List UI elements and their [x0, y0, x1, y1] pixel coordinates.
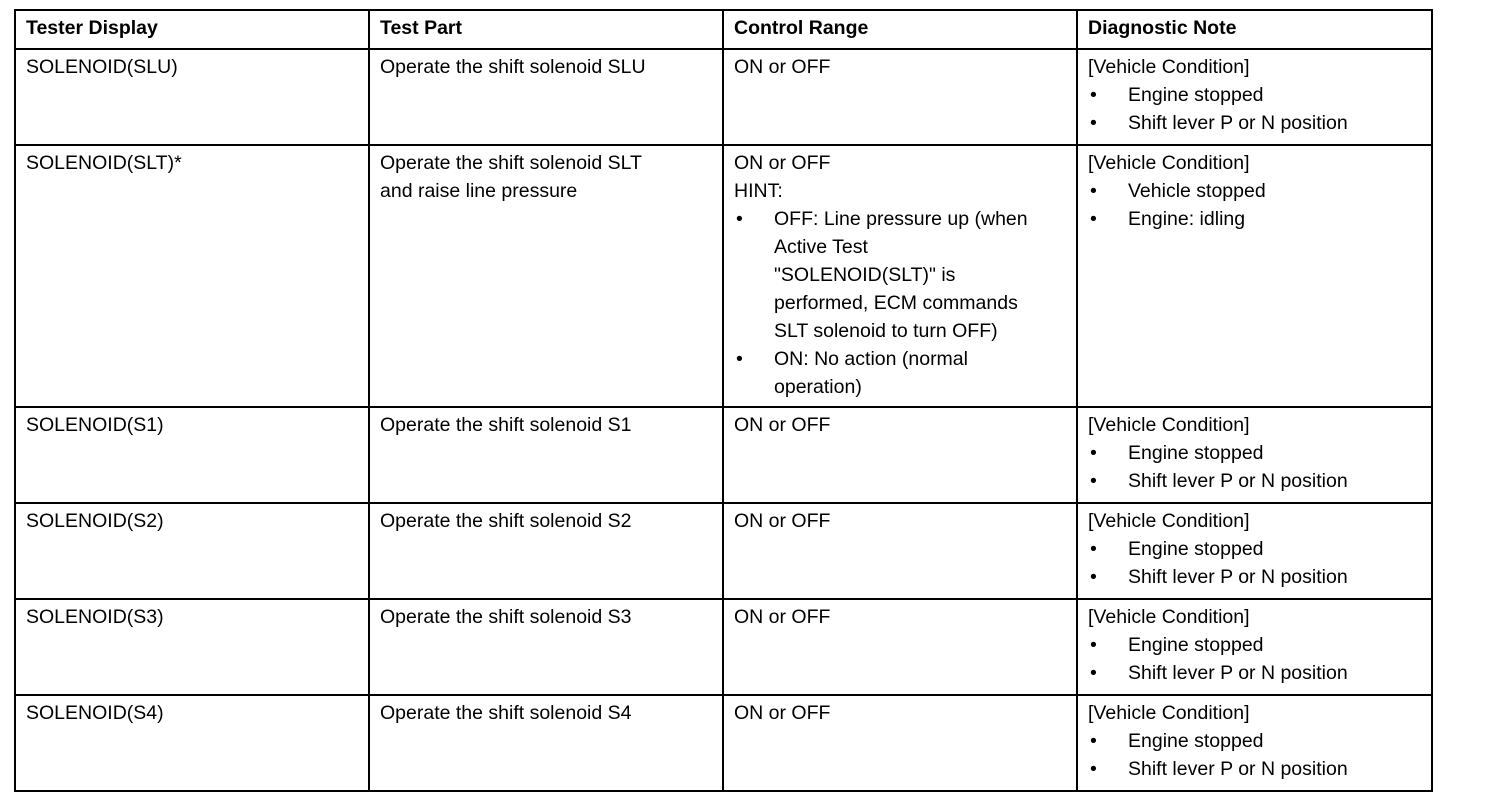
test-part-text: Operate the shift solenoid S1: [380, 414, 632, 436]
diagnostic-note-cell: [1077, 695, 1432, 791]
note-heading: [Vehicle Condition]: [1088, 510, 1250, 532]
bullet-icon: •: [1090, 662, 1097, 684]
note-bullet-item: [1088, 631, 1423, 659]
note-bullet-text: Shift lever P or N position: [1128, 112, 1348, 134]
hint-bullet-line: "SOLENOID(SLT)" is: [774, 264, 956, 286]
tester-display-text: SOLENOID(S3): [26, 606, 164, 628]
note-bullet-item: [1088, 81, 1423, 109]
hint-bullet-line: OFF: Line pressure up (when: [774, 208, 1028, 230]
header-diagnostic-note: Diagnostic Note: [1077, 10, 1432, 49]
control-range-cell: [723, 503, 1077, 599]
test-part-text: Operate the shift solenoid SLT: [380, 152, 642, 174]
note-heading: [Vehicle Condition]: [1088, 606, 1250, 628]
header-test-part: Test Part: [369, 10, 723, 49]
hint-bullet-item: [734, 205, 1068, 345]
test-part-cell: [369, 695, 723, 791]
table-row: [15, 407, 1432, 503]
test-part-cell: [369, 407, 723, 503]
note-bullet-text: Engine stopped: [1128, 442, 1264, 464]
note-heading: [Vehicle Condition]: [1088, 56, 1250, 78]
note-bullet-text: Engine stopped: [1128, 84, 1264, 106]
tester-display-text: SOLENOID(SLU): [26, 56, 178, 78]
hint-bullet-line: Active Test: [774, 236, 868, 258]
tester-display-text: SOLENOID(SLT)*: [26, 152, 182, 174]
diagnostic-note-cell: [1077, 599, 1432, 695]
note-bullet-text: Engine stopped: [1128, 634, 1264, 656]
bullet-icon: •: [1090, 730, 1097, 752]
control-range-text: ON or OFF: [734, 510, 831, 532]
control-range-text: ON or OFF: [734, 152, 831, 174]
table-row: [15, 145, 1432, 407]
bullet-icon: •: [736, 348, 743, 370]
bullet-icon: •: [1090, 538, 1097, 560]
diagnostic-note-cell: [1077, 145, 1432, 407]
note-bullet-item: [1088, 109, 1423, 137]
control-range-cell: [723, 145, 1077, 407]
note-heading: [Vehicle Condition]: [1088, 152, 1250, 174]
note-bullet-text: Engine stopped: [1128, 730, 1264, 752]
hint-bullet-list: [734, 205, 1068, 401]
bullet-icon: •: [1090, 84, 1097, 106]
hint-bullet-item: [734, 345, 1068, 401]
hint-bullet-line: performed, ECM commands: [774, 292, 1018, 314]
tester-display-text: SOLENOID(S2): [26, 510, 164, 532]
tester-display-cell: [15, 503, 369, 599]
note-bullet-text: Shift lever P or N position: [1128, 470, 1348, 492]
table-row: [15, 695, 1432, 791]
note-bullet-item: [1088, 727, 1423, 755]
control-range-text: ON or OFF: [734, 56, 831, 78]
note-bullet-item: [1088, 177, 1423, 205]
active-test-table: [14, 9, 1433, 792]
note-bullet-text: Shift lever P or N position: [1128, 758, 1348, 780]
diagnostic-note-cell: [1077, 407, 1432, 503]
test-part-cell: [369, 599, 723, 695]
test-part-cell: [369, 503, 723, 599]
note-bullet-list: [1088, 631, 1423, 687]
control-range-text: ON or OFF: [734, 414, 831, 436]
bullet-icon: •: [1090, 180, 1097, 202]
bullet-icon: •: [1090, 758, 1097, 780]
note-bullet-item: [1088, 467, 1423, 495]
tester-display-cell: [15, 695, 369, 791]
header-control-range: Control Range: [723, 10, 1077, 49]
control-range-cell: [723, 49, 1077, 145]
bullet-icon: •: [1090, 566, 1097, 588]
note-heading: [Vehicle Condition]: [1088, 702, 1250, 724]
diagnostic-note-cell: [1077, 503, 1432, 599]
note-bullet-item: [1088, 439, 1423, 467]
note-bullet-list: [1088, 177, 1423, 233]
note-bullet-list: [1088, 727, 1423, 783]
test-part-text: Operate the shift solenoid S3: [380, 606, 632, 628]
control-range-cell: [723, 599, 1077, 695]
control-range-cell: [723, 695, 1077, 791]
table-header-row: [15, 10, 1432, 49]
header-tester-display: Tester Display: [15, 10, 369, 49]
tester-display-cell: [15, 407, 369, 503]
note-bullet-item: [1088, 755, 1423, 783]
note-bullet-list: [1088, 535, 1423, 591]
table-row: [15, 599, 1432, 695]
note-bullet-item: [1088, 563, 1423, 591]
test-part-cell: [369, 145, 723, 407]
note-bullet-item: [1088, 659, 1423, 687]
note-bullet-text: Engine: idling: [1128, 208, 1246, 230]
tester-display-cell: [15, 599, 369, 695]
bullet-icon: •: [1090, 442, 1097, 464]
control-range-text: ON or OFF: [734, 702, 831, 724]
table-row: [15, 49, 1432, 145]
control-range-text: ON or OFF: [734, 606, 831, 628]
table-row: [15, 503, 1432, 599]
note-heading: [Vehicle Condition]: [1088, 414, 1250, 436]
hint-bullet-line: operation): [774, 376, 862, 398]
note-bullet-item: [1088, 205, 1423, 233]
control-range-cell: [723, 407, 1077, 503]
diagnostic-note-cell: [1077, 49, 1432, 145]
test-part-text: and raise line pressure: [380, 180, 578, 202]
test-part-cell: [369, 49, 723, 145]
tester-display-text: SOLENOID(S1): [26, 414, 164, 436]
hint-bullet-line: SLT solenoid to turn OFF): [774, 320, 998, 342]
hint-bullet-line: ON: No action (normal: [774, 348, 968, 370]
note-bullet-text: Shift lever P or N position: [1128, 662, 1348, 684]
test-part-text: Operate the shift solenoid SLU: [380, 56, 646, 78]
test-part-text: Operate the shift solenoid S4: [380, 702, 632, 724]
bullet-icon: •: [736, 208, 743, 230]
note-bullet-text: Vehicle stopped: [1128, 180, 1266, 202]
note-bullet-list: [1088, 81, 1423, 137]
note-bullet-text: Shift lever P or N position: [1128, 566, 1348, 588]
note-bullet-list: [1088, 439, 1423, 495]
test-part-text: Operate the shift solenoid S2: [380, 510, 632, 532]
bullet-icon: •: [1090, 470, 1097, 492]
hint-label: HINT:: [734, 180, 783, 202]
note-bullet-text: Engine stopped: [1128, 538, 1264, 560]
bullet-icon: •: [1090, 112, 1097, 134]
tester-display-cell: [15, 145, 369, 407]
tester-display-text: SOLENOID(S4): [26, 702, 164, 724]
tester-display-cell: [15, 49, 369, 145]
bullet-icon: •: [1090, 634, 1097, 656]
bullet-icon: •: [1090, 208, 1097, 230]
note-bullet-item: [1088, 535, 1423, 563]
